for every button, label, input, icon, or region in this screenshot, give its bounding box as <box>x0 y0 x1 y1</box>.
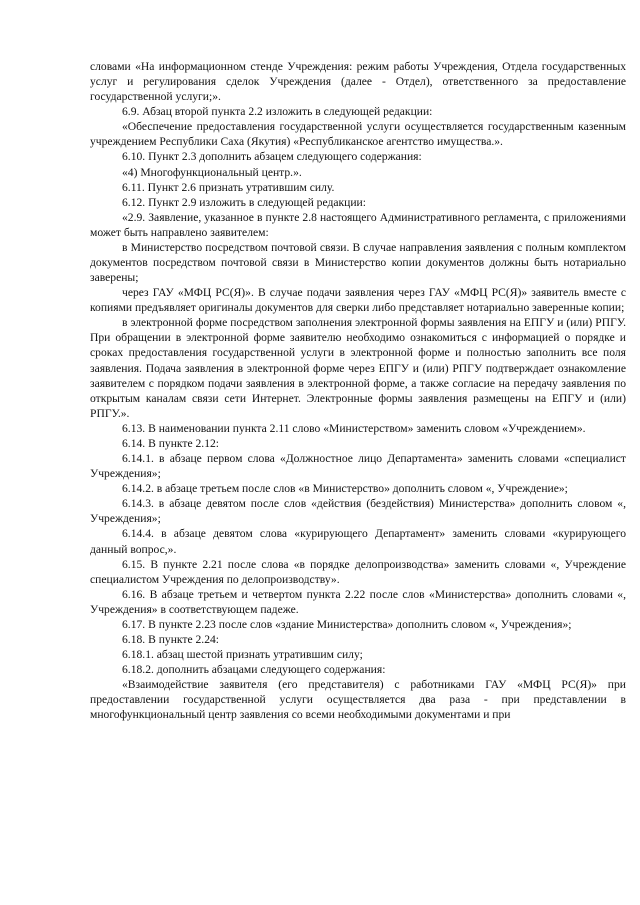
paragraph: 6.17. В пункте 2.23 после слов «здание Министерства» дополнить словом «, Учреждения»; <box>122 617 572 631</box>
paragraph: 6.14.1. в абзаце первом слова «Должностное лицо Департамента» заменить словами «специалист Учреждения»; <box>90 452 626 481</box>
paragraph: 6.16. В абзаце третьем и четвертом пункта 2.22 после слов «Министерства» дополнить словами «, Учреждения» в соответствующем падеже. <box>90 587 626 616</box>
paragraph: 6.12. Пункт 2.9 изложить в следующей редакции: <box>122 195 366 209</box>
paragraph: через ГАУ «МФЦ РС(Я)». В случае подачи заявления через ГАУ «МФЦ РС(Я)» заявитель вместе с копиями предъявляет оригиналы документов для сверки либо представляет нотариально заверенные копии; <box>90 286 626 315</box>
paragraph: 6.14.2. в абзаце третьем после слов «в Министерство» дополнить словом «, Учреждение»; <box>122 482 568 496</box>
paragraph: 6.18. В пункте 2.24: <box>122 632 220 646</box>
paragraph: «Обеспечение предоставления государственной услуги осуществляется государственным казенным учреждением Республики Саха (Якутия) «Республиканское агентство имущества.». <box>90 120 626 149</box>
paragraph: 6.13. В наименовании пункта 2.11 слово «Министерством» заменить словом «Учреждением». <box>122 421 586 435</box>
paragraph: 6.14.4. в абзаце девятом слова «курирующего Департамент» заменить словами «курирующего данный вопрос,». <box>90 527 626 556</box>
paragraph: 6.18.1. абзац шестой признать утратившим силу; <box>122 648 363 662</box>
paragraph: 6.9. Абзац второй пункта 2.2 изложить в следующей редакции: <box>122 105 433 119</box>
paragraph: словами «На информационном стенде Учреждения: режим работы Учреждения, Отдела государственных услуг и регулирования сделок Учреждения (далее - Отдел), ответственного за предоставление государственной услуги;». <box>90 60 626 104</box>
paragraph: 6.18.2. дополнить абзацами следующего содержания: <box>122 663 386 677</box>
paragraph: «2.9. Заявление, указанное в пункте 2.8 настоящего Административного регламента, с приложениями может быть направлено заявителем: <box>90 210 626 239</box>
paragraph: «4) Многофункциональный центр.». <box>122 165 302 179</box>
paragraph: 6.14.3. в абзаце девятом после слов «действия (бездействия) Министерства» дополнить словом «, Учреждения»; <box>90 497 626 526</box>
paragraph: в электронной форме посредством заполнения электронной формы заявления на ЕПГУ и (или) РПГУ. При обращении в электронной форме заявителю необходимо ознакомиться с информацией о порядке и сроках предоставления государственной услуги в электронной форме и полностью заполнить все поля заявления. Подача заявления в электронной форме через ЕПГУ и (или) РПГУ подтверждает ознакомление заявителем с порядком подачи заявления в электронной форме, а также согласие на передачу заявления по открытым каналам связи сети Интернет. Электронные формы заявления размещены на ЕПГУ и (или) РПГУ.». <box>90 316 626 420</box>
paragraph: 6.11. Пункт 2.6 признать утратившим силу. <box>122 180 335 194</box>
paragraph: 6.10. Пункт 2.3 дополнить абзацем следующего содержания: <box>122 150 422 164</box>
paragraph: «Взаимодействие заявителя (его представителя) с работниками ГАУ «МФЦ РС(Я)» при предоставлении государственной услуги осуществляется два раза - при представлении в многофункциональный центр заявления со всеми необходимыми документами и при <box>90 678 626 722</box>
paragraph: в Министерство посредством почтовой связи. В случае направления заявления с полным комплектом документов посредством почтовой связи в Министерство копии документов должны быть нотариально заверены; <box>90 240 626 285</box>
document-body <box>90 59 626 722</box>
paragraph: 6.15. В пункте 2.21 после слова «в порядке делопроизводства» заменить словами «, Учреждение специалистом Учреждения по делопроизводству». <box>90 557 626 586</box>
paragraph: 6.14. В пункте 2.12: <box>122 436 220 450</box>
